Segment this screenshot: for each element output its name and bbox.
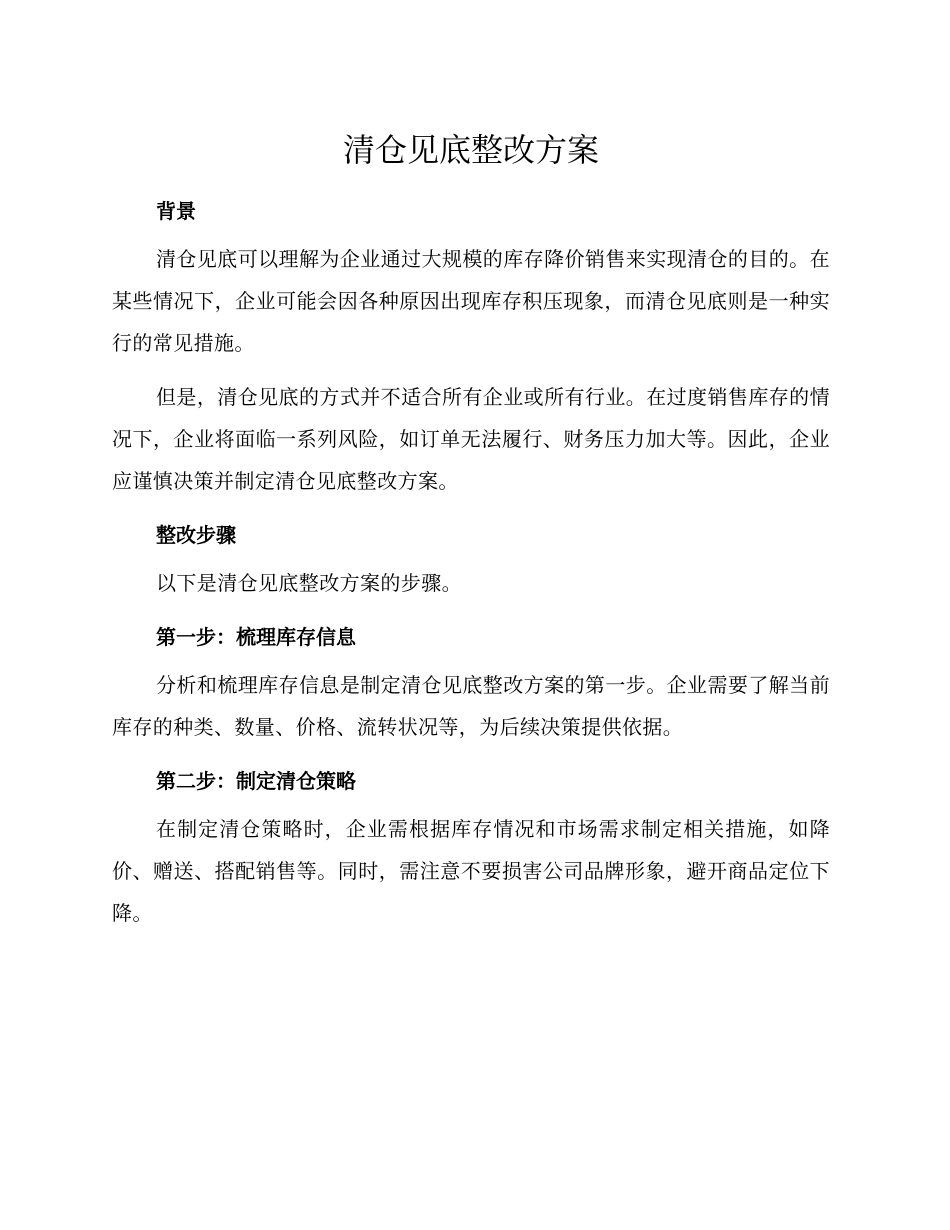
section-heading-step-1: 第一步：梳理库存信息 [156, 625, 356, 649]
section-heading-background: 背景 [156, 199, 196, 223]
section-heading-step-2: 第二步：制定清仓策略 [156, 769, 356, 793]
paragraph-step-1: 分析和梳理库存信息是制定清仓见底整改方案的第一步。企业需要了解当前库存的种类、数量、价格、流转状况等，为后续决策提供依据。 [112, 673, 830, 739]
paragraph-steps-intro: 以下是清仓见底整改方案的步骤。 [156, 571, 462, 595]
document-title: 清仓见底整改方案 [342, 131, 599, 169]
paragraph-background-2: 但是，清仓见底的方式并不适合所有企业或所有行业。在过度销售库存的情况下，企业将面临一系列风险，如订单无法履行、财务压力加大等。因此，企业应谨慎决策并制定清仓见底整改方案。 [112, 385, 830, 493]
paragraph-step-2: 在制定清仓策略时，企业需根据库存情况和市场需求制定相关措施，如降价、赠送、搭配销售等。同时，需注意不要损害公司品牌形象，避开商品定位下降。 [112, 817, 830, 925]
section-heading-steps: 整改步骤 [156, 523, 236, 547]
paragraph-background-1: 清仓见底可以理解为企业通过大规模的库存降价销售来实现清仓的目的。在某些情况下，企业可能会因各种原因出现库存积压现象，而清仓见底则是一种实行的常见措施。 [112, 247, 830, 355]
